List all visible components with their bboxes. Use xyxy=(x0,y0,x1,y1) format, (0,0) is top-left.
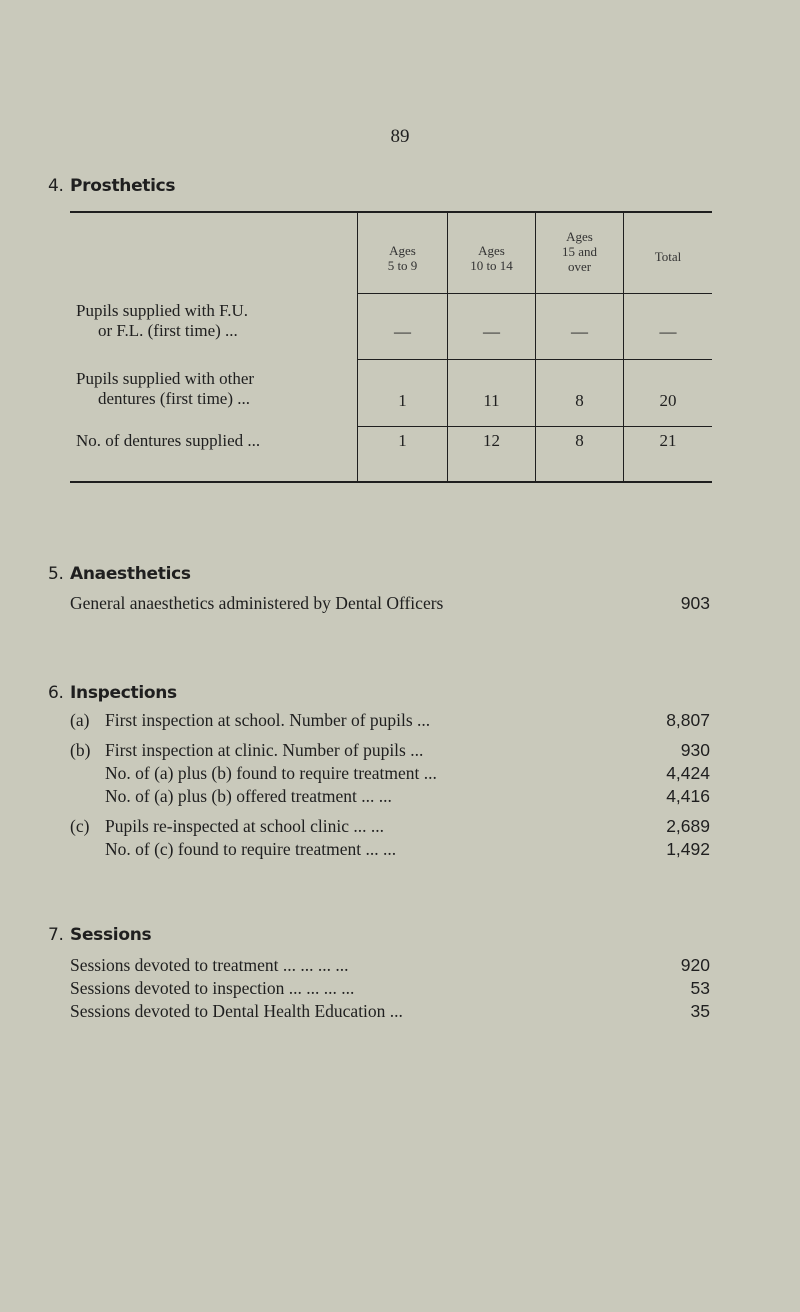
row-label-line: Pupils supplied with other xyxy=(76,369,255,388)
column-header-line: Total xyxy=(654,249,682,264)
inspection-item-text: No. of (a) plus (b) offered treatment ... ... xyxy=(105,786,392,806)
table-cell: 12 xyxy=(483,431,500,450)
table-cell: 8 xyxy=(575,431,584,450)
table-cell: 21 xyxy=(659,431,677,450)
session-item-text: Sessions devoted to inspection ... ... ... ... xyxy=(70,978,355,998)
anaesthetics-text: General anaesthetics administered by Dental Officers xyxy=(70,593,444,613)
section-heading-sessions xyxy=(48,925,151,945)
inspection-item-text: First inspection at clinic. Number of pupils ... xyxy=(105,740,424,760)
inspection-item-value: 1,492 xyxy=(666,839,710,859)
table-cell: — xyxy=(483,322,500,341)
table-cell: — xyxy=(394,322,411,341)
anaesthetics-value: 903 xyxy=(680,593,710,613)
inspection-item-text: First inspection at school. Number of pupils ... xyxy=(105,710,431,730)
column-header-line: 15 and xyxy=(561,244,598,259)
table-top-rule xyxy=(70,211,712,213)
table-row-label xyxy=(76,369,254,409)
section-number: 7. xyxy=(48,925,64,945)
column-header-ages-10-14 xyxy=(448,243,535,273)
column-header-line: over xyxy=(567,259,592,274)
column-header-line: 5 to 9 xyxy=(387,258,418,273)
table-cell: 11 xyxy=(483,391,500,410)
section-heading-anaesthetics xyxy=(48,564,191,584)
column-header-line: Ages xyxy=(566,229,593,244)
column-header-line: Ages xyxy=(478,243,505,258)
section-title: Prosthetics xyxy=(70,176,176,196)
inspection-item-text: No. of (a) plus (b) found to require treatment ... xyxy=(105,763,437,783)
inspection-item-value: 8,807 xyxy=(666,710,710,730)
item-letter: (b) xyxy=(70,740,91,760)
row-label-line: or F.L. (first time) ... xyxy=(98,321,238,340)
inspection-item-value: 2,689 xyxy=(666,816,710,836)
prosthetics-table xyxy=(70,211,712,483)
table-bottom-rule xyxy=(70,481,712,483)
inspection-item-value: 4,424 xyxy=(666,763,710,783)
column-header-line: 10 to 14 xyxy=(470,258,513,273)
column-header-total xyxy=(624,249,712,264)
inspection-item-value: 4,416 xyxy=(666,786,710,806)
page-number: 89 xyxy=(390,126,410,147)
table-cell: — xyxy=(659,322,677,341)
section-heading-prosthetics xyxy=(48,176,175,196)
section-title: Inspections xyxy=(70,683,177,703)
item-letter: (a) xyxy=(70,710,90,730)
section-number: 4. xyxy=(48,176,64,196)
inspection-item-value: 930 xyxy=(680,740,710,760)
session-item-value: 920 xyxy=(680,955,710,975)
table-cell: 8 xyxy=(575,391,584,410)
inspection-item-text: No. of (c) found to require treatment ... ... xyxy=(105,839,397,859)
section-title: Sessions xyxy=(70,925,152,945)
session-item-text: Sessions devoted to treatment ... ... ... ... xyxy=(70,955,349,975)
table-cell: — xyxy=(571,322,588,341)
table-row-label xyxy=(76,301,248,341)
column-header-line: Ages xyxy=(389,243,416,258)
table-row-label xyxy=(76,431,260,451)
inspection-item-text: Pupils re-inspected at school clinic ... ... xyxy=(105,816,384,836)
table-cell: 1 xyxy=(398,391,407,410)
column-header-ages-5-9 xyxy=(358,243,447,273)
table-cell: 1 xyxy=(398,431,407,450)
session-item-value: 35 xyxy=(690,1001,710,1021)
row-label-line: No. of dentures supplied ... xyxy=(76,431,261,450)
row-label-line: Pupils supplied with F.U. xyxy=(76,301,248,320)
item-letter: (c) xyxy=(70,816,90,836)
section-number: 5. xyxy=(48,564,64,584)
row-label-line: dentures (first time) ... xyxy=(98,389,251,408)
session-item-value: 53 xyxy=(690,978,710,998)
session-item-text: Sessions devoted to Dental Health Education ... xyxy=(70,1001,403,1021)
section-heading-inspections xyxy=(48,683,177,703)
column-header-ages-15-over xyxy=(536,229,623,274)
section-title: Anaesthetics xyxy=(70,564,191,584)
table-cell: 20 xyxy=(659,391,677,410)
section-number: 6. xyxy=(48,683,64,703)
